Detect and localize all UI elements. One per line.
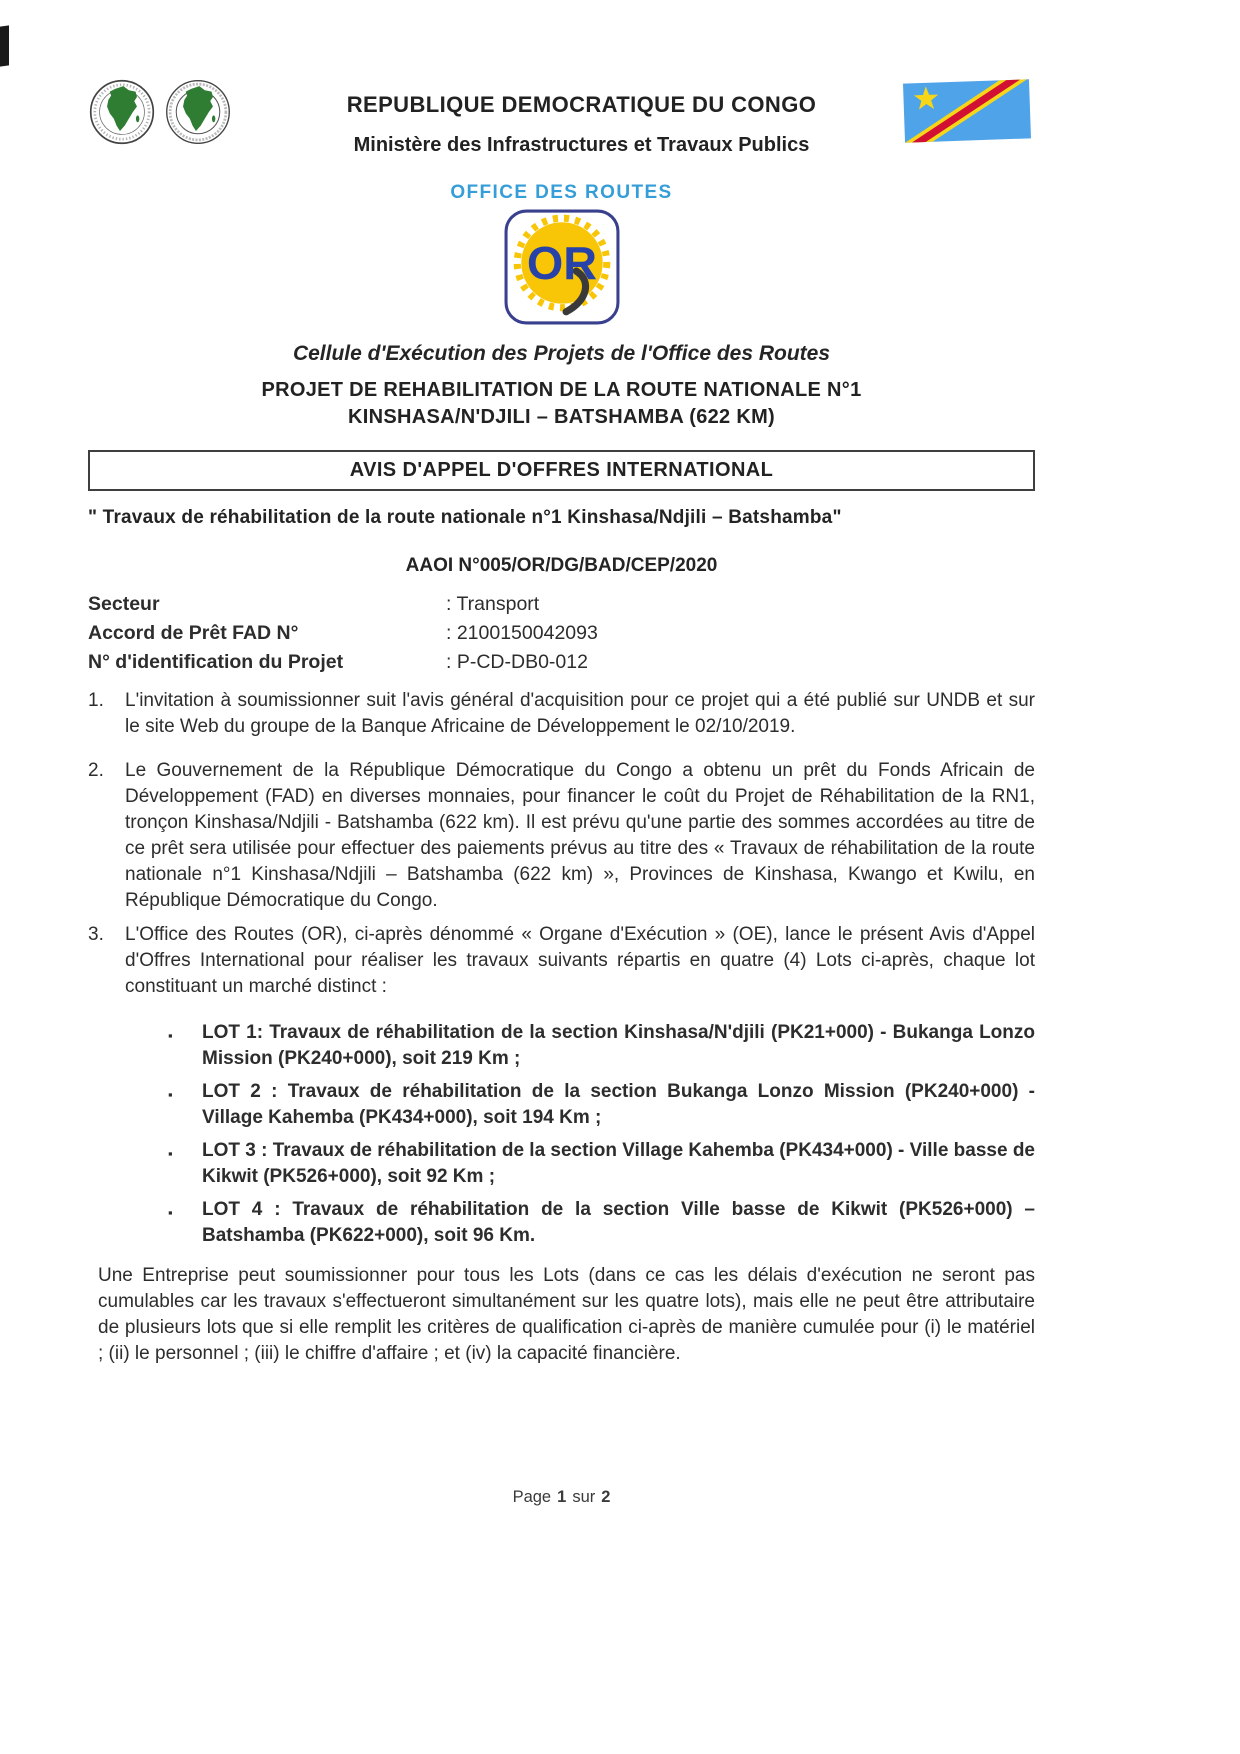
bullet-icon: ▪ [168, 1205, 173, 1220]
office-des-routes-title: OFFICE DES ROUTES [450, 182, 673, 203]
bullet-icon: ▪ [168, 1087, 173, 1102]
detail-row-sector [88, 590, 1035, 619]
detail-value: : Transport [446, 593, 540, 615]
project-title-line2: KINSHASA/N'DJILI – BATSHAMBA (622 KM) [348, 406, 775, 428]
footer-separator: sur [572, 1488, 596, 1506]
footer-page-word: Page [512, 1488, 552, 1506]
or-logo-icon [503, 208, 621, 331]
lot-item-2 [168, 1079, 1035, 1131]
bullet-icon: ▪ [168, 1028, 173, 1043]
detail-row-loan [88, 619, 1035, 648]
subject-line: " Travaux de réhabilitation de la route nationale n°1 Kinshasa/Ndjili – Batshamba" [88, 507, 842, 528]
notice-title-box: AVIS D'APPEL D'OFFRES INTERNATIONAL [88, 450, 1035, 491]
paragraph-text: L'invitation à soumissionner suit l'avis général d'acquisition pour ce projet qui a été publié sur UNDB et sur le site Web du groupe de la Banque Africaine de Développement le 02/10/2019. [125, 690, 1035, 737]
paragraph-number: 2. [88, 760, 104, 781]
lot-item-4 [168, 1197, 1035, 1249]
execution-cell-title: Cellule d'Exécution des Projets de l'Office des Routes [292, 342, 831, 365]
closing-paragraph: Une Entreprise peut soumissionner pour tous les Lots (dans ce cas les délais d'exécution ne seront pas cumulables car les travaux s'effectueront simultanément sur les quatre lots), mais elle ne peut être attributaire de plusieurs lots que si elle remplit les critères de qualification ci-après de manière cumulée pour (i) le matériel ; (ii) le personnel ; (iii) le chiffre d'affaire ; et (iv) la capacité financière. [98, 1265, 1035, 1364]
or-logo-text: OR [526, 237, 597, 290]
drc-flag-icon [903, 78, 1035, 142]
reference-number: AAOI N°005/OR/DG/BAD/CEP/2020 [405, 555, 718, 576]
bullet-icon: ▪ [168, 1146, 173, 1161]
page-footer [88, 1488, 1035, 1507]
detail-label: N° d'identification du Projet [88, 651, 344, 673]
ministry-title: Ministère des Infrastructures et Travaux Publics [353, 134, 810, 156]
header-titles [260, 78, 903, 157]
document-header [88, 78, 1035, 157]
paragraph-text: L'Office des Routes (OR), ci-après dénommé « Organe d'Exécution » (OE), lance le présent Avis d'Appel d'Offres International pour réaliser les travaux suivants répartis en quatre (4) Lots ci-après, chaque lot constituant un marché distinct : [125, 924, 1035, 997]
paragraph-1 [88, 688, 1035, 740]
afdb-emblem-icon-2 [164, 78, 232, 146]
paragraph-2 [88, 758, 1035, 914]
paragraph-number: 3. [88, 924, 104, 945]
detail-value: : P-CD-DB0-012 [446, 651, 588, 673]
paragraph-number: 1. [88, 690, 104, 711]
lot-text: LOT 3 : Travaux de réhabilitation de la section Village Kahemba (PK434+000) - Ville basse de Kikwit (PK526+000), soit 92 Km ; [202, 1140, 1035, 1187]
footer-total-pages: 2 [601, 1488, 611, 1506]
detail-row-project-id [88, 648, 1035, 677]
afdb-emblem-icon [88, 78, 156, 146]
lot-text: LOT 1: Travaux de réhabilitation de la section Kinshasa/N'djili (PK21+000) - Bukanga Lonzo Mission (PK240+000), soit 219 Km ; [202, 1022, 1035, 1069]
scan-artifact [0, 25, 9, 66]
detail-label: Accord de Prêt FAD N° [88, 622, 299, 644]
lot-item-3 [168, 1138, 1035, 1190]
project-title [88, 377, 1035, 431]
lot-text: LOT 2 : Travaux de réhabilitation de la section Bukanga Lonzo Mission (PK240+000) - Village Kahemba (PK434+000), soit 194 Km ; [202, 1081, 1035, 1128]
footer-page-number: 1 [557, 1488, 567, 1506]
details-table [88, 590, 1035, 677]
project-title-line1: PROJET DE REHABILITATION DE LA ROUTE NATIONALE N°1 [261, 379, 862, 401]
country-title: REPUBLIQUE DEMOCRATIQUE DU CONGO [346, 92, 817, 117]
lot-item-1 [168, 1020, 1035, 1072]
lot-text: LOT 4 : Travaux de réhabilitation de la section Ville basse de Kikwit (PK526+000) – Batshamba (PK622+000), soit 96 Km. [202, 1199, 1035, 1246]
detail-value: : 2100150042093 [446, 622, 598, 644]
paragraph-3 [88, 922, 1035, 1000]
detail-label: Secteur [88, 593, 160, 615]
paragraph-text: Le Gouvernement de la République Démocratique du Congo a obtenu un prêt du Fonds Africain de Développement (FAD) en diverses monnaies, pour financer le coût du Projet de Réhabilitation de la RN1, tronçon Kinshasa/Ndjili - Batshamba (622 km). Il est prévu qu'une partie des sommes accordées au titre de ce prêt sera utilisée pour effectuer des paiements prévus au titre des « Travaux de réhabilitation de la route nationale n°1 Kinshasa/Ndjili – Batshamba (622 km) », Provinces de Kinshasa, Kwango et Kwilu, en République Démocratique du Congo. [125, 760, 1035, 911]
afdb-logos [88, 78, 260, 146]
